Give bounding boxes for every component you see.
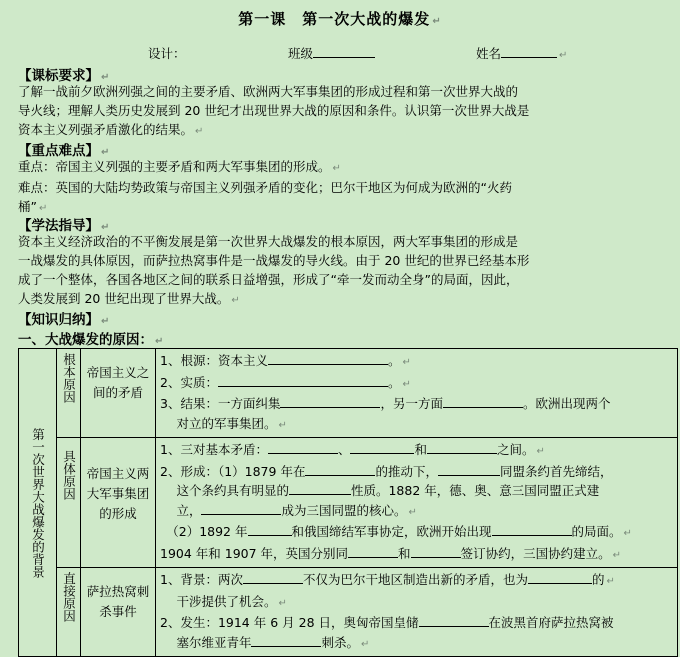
background-label: 第一次世界大战爆发的背景 [30, 427, 46, 578]
cause-type-cell: 直接原因 [57, 568, 81, 657]
name-field: 姓名 ↵ [476, 46, 568, 61]
design-label: 设计： [148, 46, 186, 61]
background-label-cell [19, 349, 57, 657]
table-row [19, 349, 678, 438]
cause-topic-cell: 萨拉热窝刺杀事件 [81, 568, 156, 657]
cause-topic-cell: 帝国主义两大军事集团的形成 [81, 438, 156, 568]
cause-detail-cell: 1、根源：资本主义 。 ↵ 2、实质： 。 ↵ 3、结果：一方面纠集 ，另一方面 。欧洲出现两个 对立的军事集团。 ↵ [156, 349, 678, 438]
requirements-text: 了解一战前夕欧洲列强之间的主要矛盾、欧洲两大军事集团的形成过程和第一次世界大战的 导火线；理解人类历史发展到 20 世纪才出现世界大战的原因和条件。认识第一次世界大战是 资本主义列强矛盾激化的结果。 ↵ [18, 84, 530, 137]
key-points-text: 重点：帝国主义列强的主要矛盾和两大军事集团的形成。 ↵ 难点：英国的大陆均势政策与帝国主义列强矛盾的变化；巴尔干地区为何成为欧洲的“火药 桶” ↵ [18, 159, 512, 214]
cause-type-cell: 具体原因 [57, 438, 81, 568]
cause-detail-cell: 1、背景：两次 不仅为巴尔干地区制造出新的矛盾，也为 的 ↵ 干涉提供了机会。 ↵ 2、发生：1914 年 6 月 28 日，奥匈帝国皇储 在波黑首府萨拉热窝被 塞尔维亚青年 刺杀。 ↵ [156, 568, 678, 657]
table-row [19, 568, 678, 657]
cause-detail-cell: 1、三对基本矛盾： 、 和 之间。 ↵ 2、形成：（1）1879 年在 的推动下， 同盟条约首先缔结， 这个条约具有明显的 性质。1882 年，德、奥、意三国同盟正式建 立， 成为三国同盟的核心。 ↵ （2）1892 年 和俄国缔结军事协定，欧洲开始出现 的局面。 ↵ 1904 年和 1907 年，英国分别同 和 签订协约，三国协约建立。 ↵ [156, 438, 678, 568]
requirements-heading: 【课标要求】 ↵ [18, 68, 110, 84]
guide-text: 资本主义经济政治的不平衡发展是第一次世界大战爆发的根本原因，两大军事集团的形成是 一战爆发的具体原因，而萨拉热窝事件是一战爆发的导火线。由于 20 世纪的世界已经基本形 成了一个整体，各国各地区之间的联系日益增强，形成了“牵一发而动全身”的局面，因此， 人类发展到 20 世纪出现了世界大战。 ↵ [18, 234, 530, 306]
cause-topic-cell: 帝国主义之间的矛盾 [81, 349, 156, 438]
cause-type-cell: 根本原因 [57, 349, 81, 438]
guide-heading: 【学法指导】 ↵ [18, 218, 110, 234]
summary-heading: 【知识归纳】 ↵ [18, 312, 110, 328]
class-field: 班级 [288, 44, 375, 62]
knowledge-table [18, 348, 678, 657]
key-points-heading: 【重点难点】 ↵ [18, 143, 110, 159]
page-title: 第一课 第一次大战的爆发 ↵ [238, 10, 442, 28]
table-row [19, 438, 678, 568]
summary-subheading: 一、大战爆发的原因： ↵ [18, 332, 164, 348]
